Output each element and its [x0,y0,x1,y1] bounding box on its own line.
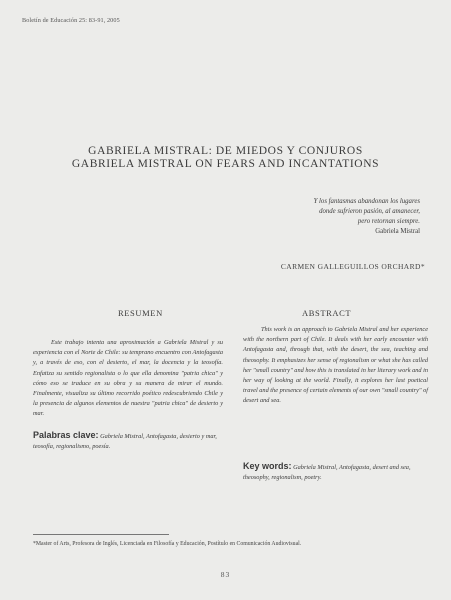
keywords-text: Gabriela Mistral, Antofagasta, desierto y mar, teosofía, regionalismo, poesía. [33,433,217,451]
resumen-keywords [33,430,223,453]
running-head: Boletín de Educación 25: 83-91, 2005 [22,17,120,24]
page-number: 83 [220,570,231,579]
keywords-label: Palabras clave: [33,430,99,440]
abstract-body [243,325,428,407]
footnote-divider [33,534,169,535]
title-english: GABRIELA MISTRAL ON FEARS AND INCANTATIONS [71,158,380,170]
resumen-text: Este trabajo intenta una aproximación a Gabriela Mistral y su experiencia con el Norte de Chile: su temprano encuentro con Antofagasta y, a través de eso, con el desierto, el mar, la docencia y la teosofía. Enfatiza su sentido regionalista o lo que ella denomina "patria chica" y cómo eso se traduce en su obra y su manera de mirar el mundo. Finalmente, visualiza su último recorrido poético redescubriendo Chile y la presencia de algunos elementos de nuestra "patria chica" de desierto y mar. [33,339,223,418]
title-spanish: GABRIELA MISTRAL: DE MIEDOS Y CONJUROS [88,145,363,157]
epigraph-line: donde sufrieron pasión, al amanecer, [319,208,420,215]
resumen-body [33,338,223,420]
footnote: *Master of Arts, Profesora de Inglés, Licenciada en Filosofía y Educación, Postítulo en Comunicación Audiovisual. [33,541,302,547]
epigraph-line: pero retornan siempre. [357,218,420,225]
abstract-heading: ABSTRACT [302,308,352,318]
epigraph-line: Y los fantasmas abandonan los lugares [313,198,420,205]
abstract-text: This work is an approach to Gabriela Mistral and her experience with the northern part of Chile. It deals with her early encounter with Antofagasta and, through that, with the desert, the sea, teaching and theosophy. It emphasizes her sense of regionalism or what she has called her "small country" and how this is translated in her literary work and in her way of looking at the world. Finally, it explores her last poetical travel and the presence of certain elements of our own "small country" of desert and sea. [243,326,428,405]
resumen-heading: RESUMEN [118,308,163,318]
epigraph-source: Gabriela Mistral [375,228,420,235]
keywords-text: Gabriela Mistral, Antofagasta, desert and sea, theosophy, regionalism, poetry. [243,464,411,482]
epigraph [200,197,420,237]
abstract-keywords [243,461,428,484]
author-name: CARMEN GALLEGUILLOS ORCHARD* [280,262,425,271]
keywords-label: Key words: [243,461,292,471]
